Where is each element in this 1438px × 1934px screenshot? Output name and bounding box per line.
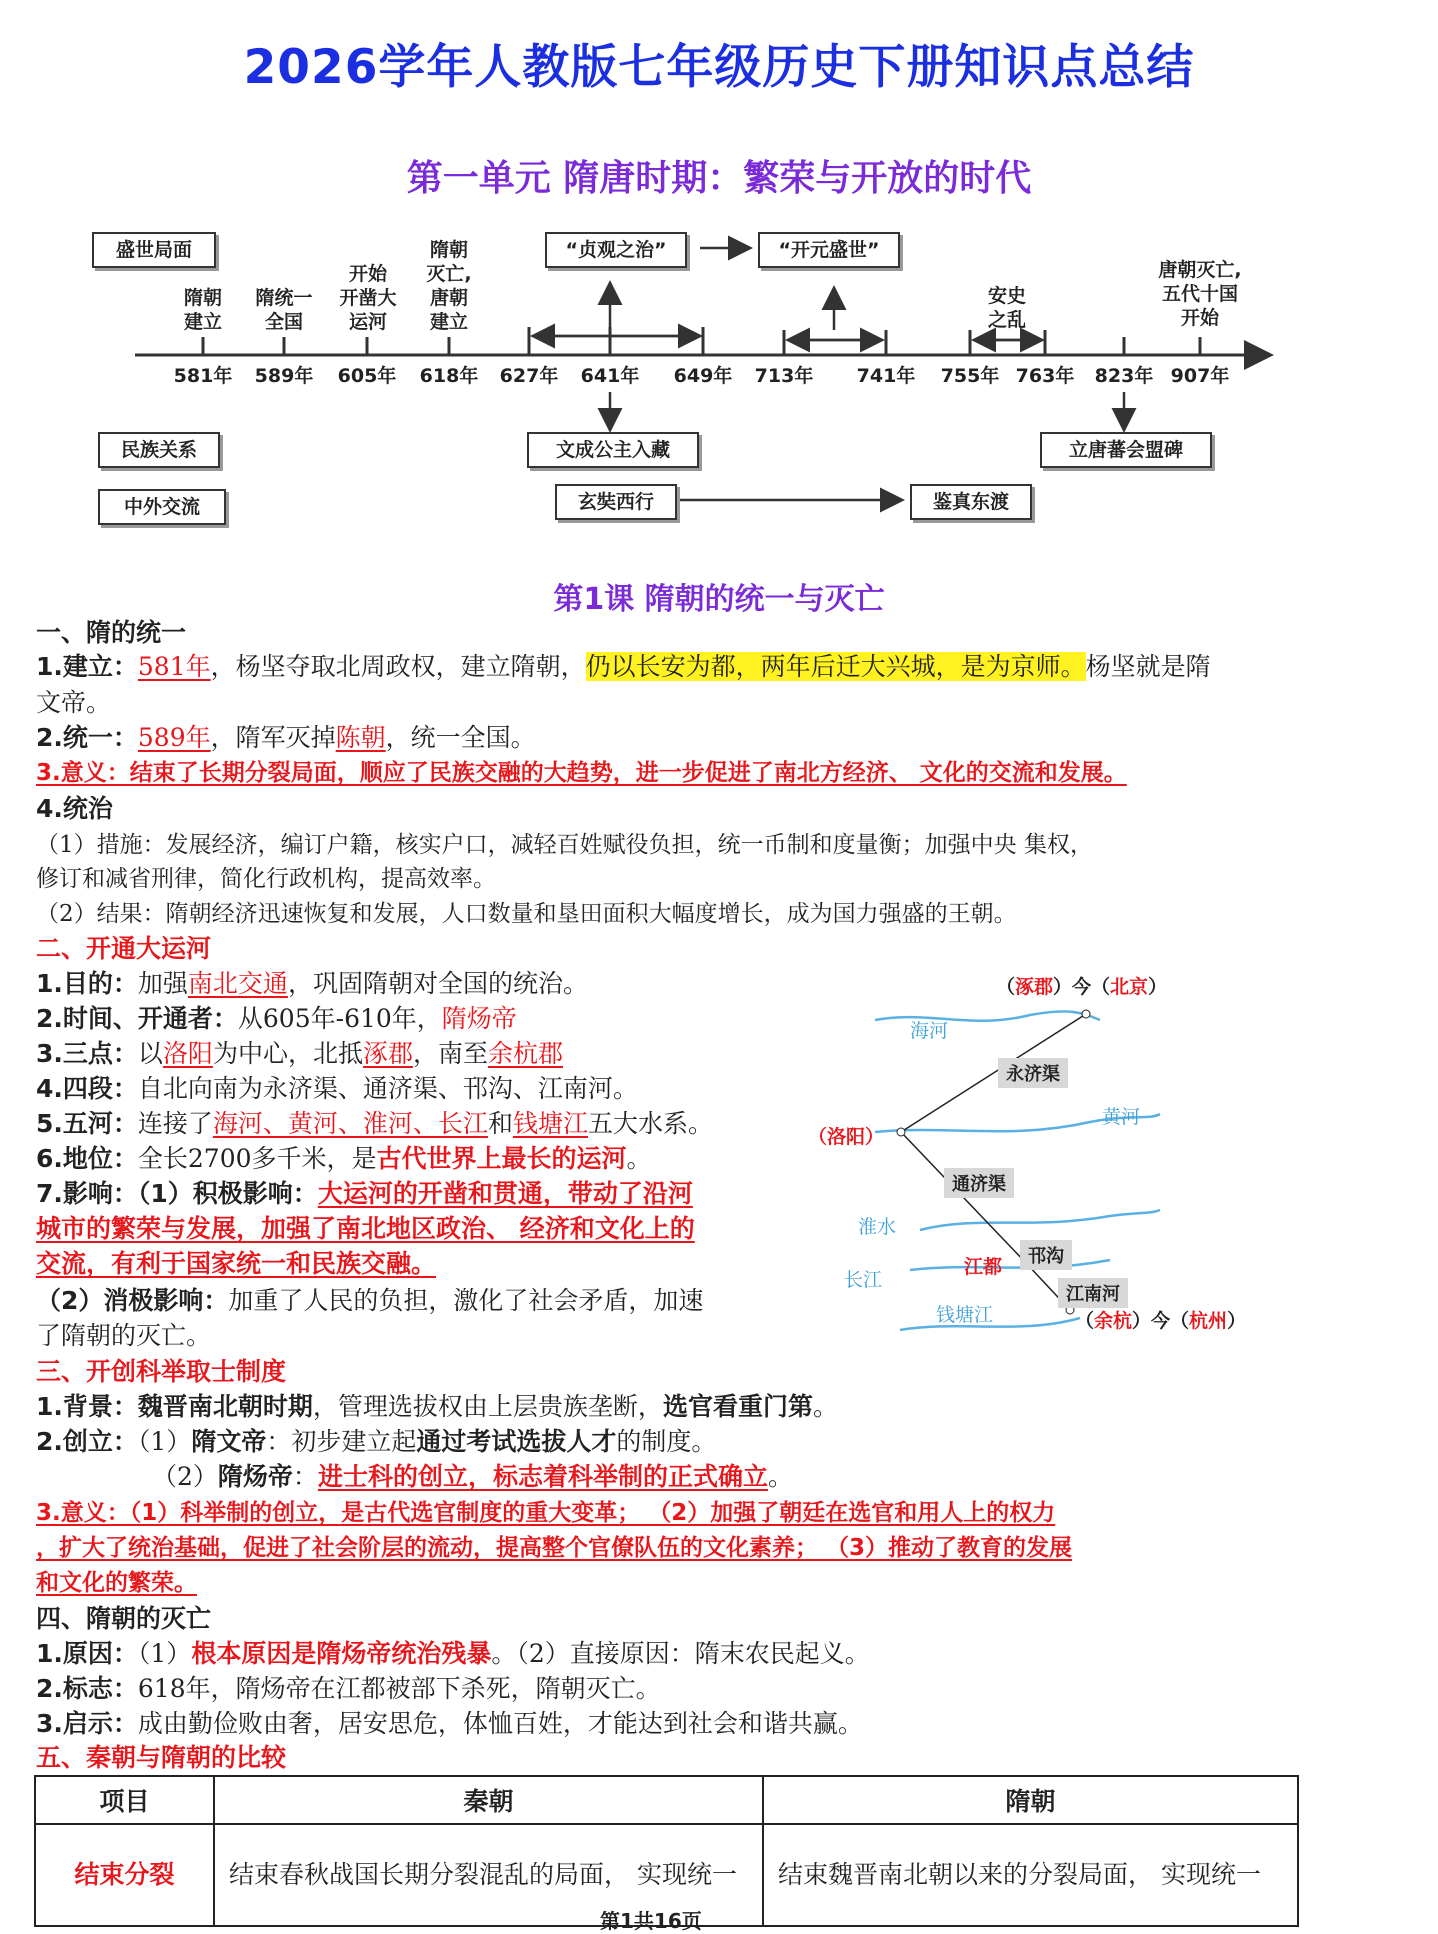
text: ）今（: [1132, 1310, 1190, 1332]
text: 。: [626, 1144, 652, 1173]
section-heading: 二、开通大运河: [36, 934, 212, 963]
label-haihe: 海河: [910, 1020, 949, 1042]
year-label: 605年: [337, 365, 397, 387]
map-yuhang-note: [1075, 1306, 1246, 1333]
item-label: 1.目的：: [36, 969, 138, 998]
event-tangbo-stele: 立唐蕃会盟碑: [1040, 432, 1212, 468]
label-huaishui: 淮水: [858, 1216, 897, 1238]
ancient-city: 余杭: [1094, 1310, 1133, 1332]
unit-title: 第一单元 隋唐时期：繁荣与开放的时代: [406, 158, 1032, 199]
text: 杨坚就是隋: [1085, 652, 1211, 681]
text-line: [36, 1107, 713, 1141]
zhuojun-point: [1082, 1010, 1090, 1018]
item-label: 2.统一：: [36, 723, 138, 752]
key-date: 581年: [137, 652, 211, 681]
text-line: [36, 1390, 838, 1424]
text-line: [36, 1284, 703, 1318]
text: 加强: [137, 969, 188, 998]
text-line: [36, 1072, 638, 1106]
key-term: 陈朝: [335, 723, 386, 752]
text: ）今（: [1053, 976, 1111, 998]
text: ，杨坚夺取北周政权，建立隋朝，: [210, 652, 586, 681]
key-term: 隋文帝: [191, 1427, 267, 1456]
key-point-line: 3.意义：结束了长期分裂局面，顺应了民族交融的大趋势，进一步促进了南北方经济、 文化的交流和发展。: [36, 760, 1127, 786]
key-term: 南北交通: [187, 969, 288, 998]
item-label: 2.时间、开通者：: [36, 1004, 238, 1033]
text: ，统一全国。: [385, 723, 536, 752]
text: 以: [137, 1039, 163, 1068]
text: ，巩固隋朝对全国的统治。: [287, 969, 588, 998]
key-term: 洛阳: [162, 1039, 213, 1068]
era-kaiyuan: “开元盛世”: [758, 232, 900, 268]
year-label: 649年: [673, 365, 733, 387]
event-tang-fall: 唐朝灭亡, 五代十国 开始: [1158, 259, 1242, 329]
text: 618年，隋炀帝在江都被部下杀死，隋朝灭亡。: [137, 1674, 661, 1703]
item-label: 1.背景：: [36, 1392, 138, 1421]
key-term: 涿郡: [362, 1039, 413, 1068]
text: （1）: [137, 1427, 192, 1456]
label-hangou-canal: 邗沟: [1020, 1240, 1072, 1270]
key-point-line: 交流，有利于国家统一和民族交融。: [36, 1249, 437, 1278]
page-footer: 第1共16页: [600, 1909, 702, 1933]
event-xuanzang: 玄奘西行: [555, 484, 677, 520]
text-line: [36, 1142, 652, 1176]
lesson-title: 第1课 隋朝的统一与灭亡: [553, 582, 885, 617]
text: 成由勤俭败由奢，居安思危，体恤百姓，才能达到社会和谐共赢。: [137, 1709, 863, 1738]
item-label: 2.标志：: [36, 1674, 138, 1703]
text-line: 了隋朝的灭亡。: [36, 1321, 212, 1350]
year-label: 581年: [173, 365, 233, 387]
sub-label: （2）消极影响：: [36, 1286, 229, 1315]
year-label: 755年: [940, 365, 1000, 387]
item-label: 3.三点：: [36, 1039, 138, 1068]
text-line: [36, 1002, 517, 1036]
text: 。（2）直接原因：隋末农民起义。: [491, 1639, 870, 1668]
text: 的制度。: [616, 1427, 717, 1456]
text: ，南至: [412, 1039, 488, 1068]
label-luoyang: （洛阳）: [808, 1126, 885, 1148]
text-line: [36, 1672, 661, 1706]
text-line: [36, 1637, 870, 1671]
key-point-line: 3.意义：（1）科举制的创立，是古代选官制度的重大变革； （2）加强了朝廷在选官和用人上的权力: [36, 1500, 1056, 1526]
year-label: 618年: [419, 365, 479, 387]
text-line: [36, 721, 536, 755]
key-term: 魏晋南北朝时期: [137, 1392, 313, 1421]
text: ）: [1227, 1310, 1247, 1332]
event-anshi: 安史 之乱: [987, 285, 1026, 331]
text: 连接了: [137, 1109, 213, 1138]
text: 自北向南为永济渠、通济渠、邗沟、江南河。: [137, 1074, 638, 1103]
text-line: [36, 650, 1211, 684]
luoyang-point: [897, 1128, 905, 1136]
section-heading: 三、开创科举取士制度: [36, 1357, 287, 1386]
label-huanghe: 黄河: [1102, 1106, 1141, 1128]
text: （: [996, 976, 1016, 998]
text: （1）: [137, 1639, 192, 1668]
event-sui-founded: 隋朝 建立: [183, 287, 222, 333]
item-label: 4.四段：: [36, 1074, 138, 1103]
key-point: 根本原因是隋炀帝统治残暴: [191, 1639, 492, 1668]
table-header-row: [35, 1776, 1298, 1824]
year-label: 641年: [580, 365, 640, 387]
section-heading: 五、秦朝与隋朝的比较: [36, 1743, 287, 1772]
text: 。: [812, 1392, 838, 1421]
huaishui-river: [920, 1210, 1160, 1230]
key-point-line: ，扩大了统治基础，促进了社会阶层的流动，提高整个官僚队伍的文化素养； （3）推动了教育的发展: [36, 1535, 1073, 1561]
key-term: 通过考试选拔人才: [416, 1427, 617, 1456]
text-line: [36, 967, 588, 1001]
text-line: [36, 1177, 693, 1211]
section-heading: 一、隋的统一: [36, 618, 187, 647]
key-term: 钱塘江: [512, 1109, 588, 1138]
year-label: 589年: [254, 365, 314, 387]
label-tongji-canal: 通济渠: [944, 1168, 1014, 1198]
table-header: 隋朝: [763, 1776, 1298, 1824]
text: ，隋军灭掉: [210, 723, 336, 752]
label-qiantang: 钱塘江: [936, 1304, 994, 1326]
modern-city: 杭州: [1189, 1310, 1228, 1332]
key-point-line: 和文化的繁荣。: [36, 1570, 197, 1596]
event-jianzhen: 鉴真东渡: [910, 484, 1032, 520]
key-term: 海河、黄河、淮河、长江: [212, 1109, 488, 1138]
table-cell-qin: 结束春秋战国长期分裂混乱的局面， 实现统一: [214, 1824, 763, 1926]
text: 为中心，北抵: [212, 1039, 363, 1068]
key-term: 选官看重门第: [662, 1392, 813, 1421]
year-label: 713年: [754, 365, 814, 387]
year-label: 627年: [499, 365, 559, 387]
text: 。: [767, 1462, 793, 1491]
text-line: [36, 1425, 716, 1459]
text-line: [36, 1037, 563, 1071]
highlighted-text: 仍以长安为都，两年后迁大兴城，是为京师。: [585, 652, 1086, 681]
text: ，管理选拔权由上层贵族垄断，: [312, 1392, 663, 1421]
sub-label: （1）积极影响：: [137, 1179, 318, 1208]
year-label: 741年: [856, 365, 916, 387]
table-cell-item: 结束分裂: [35, 1824, 214, 1926]
item-label: 3.启示：: [36, 1709, 138, 1738]
event-wencheng: 文成公主入藏: [527, 432, 699, 468]
item-label: 1.建立：: [36, 652, 138, 681]
map-zhuojun-note: [996, 972, 1167, 999]
changjiang-river: [910, 1260, 1110, 1270]
event-tang-founded: 隋朝 灭亡, 唐朝 建立: [426, 239, 472, 333]
key-term: 古代世界上最长的运河: [376, 1144, 627, 1173]
category-prosperity: 盛世局面: [92, 232, 216, 268]
ancient-city: 涿郡: [1015, 976, 1054, 998]
section-heading: 四、隋朝的灭亡: [36, 1604, 212, 1633]
table-header: 秦朝: [214, 1776, 763, 1824]
text-line: （1）措施：发展经济，编订户籍，核实户口，减轻百姓赋役负担，统一币制和度量衡；加强中央 集权，: [36, 832, 1093, 858]
category-ethnic-relations: 民族关系: [98, 432, 220, 468]
text: 五大水系。: [587, 1109, 713, 1138]
key-point-line: 城市的繁荣与发展，加强了南北地区政治、 经济和文化上的: [36, 1214, 695, 1243]
item-label: 2.创立：: [36, 1427, 138, 1456]
text-line: [152, 1460, 793, 1494]
item-label: 1.原因：: [36, 1639, 138, 1668]
text-line: 修订和减省刑律，简化行政机构，提高效率。: [36, 866, 496, 892]
sub-heading: 4.统治: [36, 794, 113, 823]
text: 和: [487, 1109, 513, 1138]
label-changjiang: 长江: [844, 1269, 883, 1291]
item-label: 6.地位：: [36, 1144, 138, 1173]
key-point: 大运河的开凿和贯通，带动了沿河: [317, 1179, 693, 1208]
text-line: （2）结果：隋朝经济迅速恢复和发展，人口数量和垦田面积大幅度增长，成为国力强盛的王朝。: [36, 901, 1017, 927]
text-line: [36, 1707, 863, 1741]
modern-city: 北京: [1110, 976, 1149, 998]
era-zhenguan: “贞观之治”: [545, 232, 687, 268]
key-term: 余杭郡: [487, 1039, 563, 1068]
text: （: [1075, 1310, 1095, 1332]
event-canal: 开始 开凿大 运河: [339, 263, 397, 333]
text: 从605年-610年，: [237, 1004, 442, 1033]
key-term: 隋炀帝: [441, 1004, 517, 1033]
key-term: 隋炀帝: [217, 1462, 293, 1491]
label-jiangdu: 江都: [964, 1256, 1003, 1278]
table-cell-sui: 结束魏晋南北朝以来的分裂局面， 实现统一: [763, 1824, 1298, 1926]
category-foreign-exchange: 中外交流: [98, 489, 226, 525]
text: ）: [1148, 976, 1168, 998]
item-label: 5.五河：: [36, 1109, 138, 1138]
haihe-river: [875, 1011, 1100, 1020]
text: ：: [292, 1462, 318, 1491]
year-label: 823年: [1094, 365, 1154, 387]
year-label: 907年: [1170, 365, 1230, 387]
table-header: 项目: [35, 1776, 214, 1824]
document-title: 2026学年人教版七年级历史下册知识点总结: [243, 40, 1195, 95]
text-line: 文帝。: [36, 688, 112, 717]
label-jiangnan-canal: 江南河: [1058, 1278, 1128, 1308]
item-label: 7.影响：: [36, 1179, 138, 1208]
text: ：初步建立起: [266, 1427, 417, 1456]
label-yongji-canal: 永济渠: [998, 1058, 1068, 1088]
year-label: 763年: [1015, 365, 1075, 387]
event-sui-unify: 隋统一 全国: [255, 287, 313, 333]
key-date: 589年: [137, 723, 211, 752]
text: 加重了人民的负担，激化了社会矛盾，加速: [228, 1286, 704, 1315]
text: （2）: [152, 1462, 218, 1491]
key-point: 进士科的创立，标志着科举制的正式确立: [317, 1462, 768, 1491]
text: 全长2700多千米，是: [137, 1144, 377, 1173]
